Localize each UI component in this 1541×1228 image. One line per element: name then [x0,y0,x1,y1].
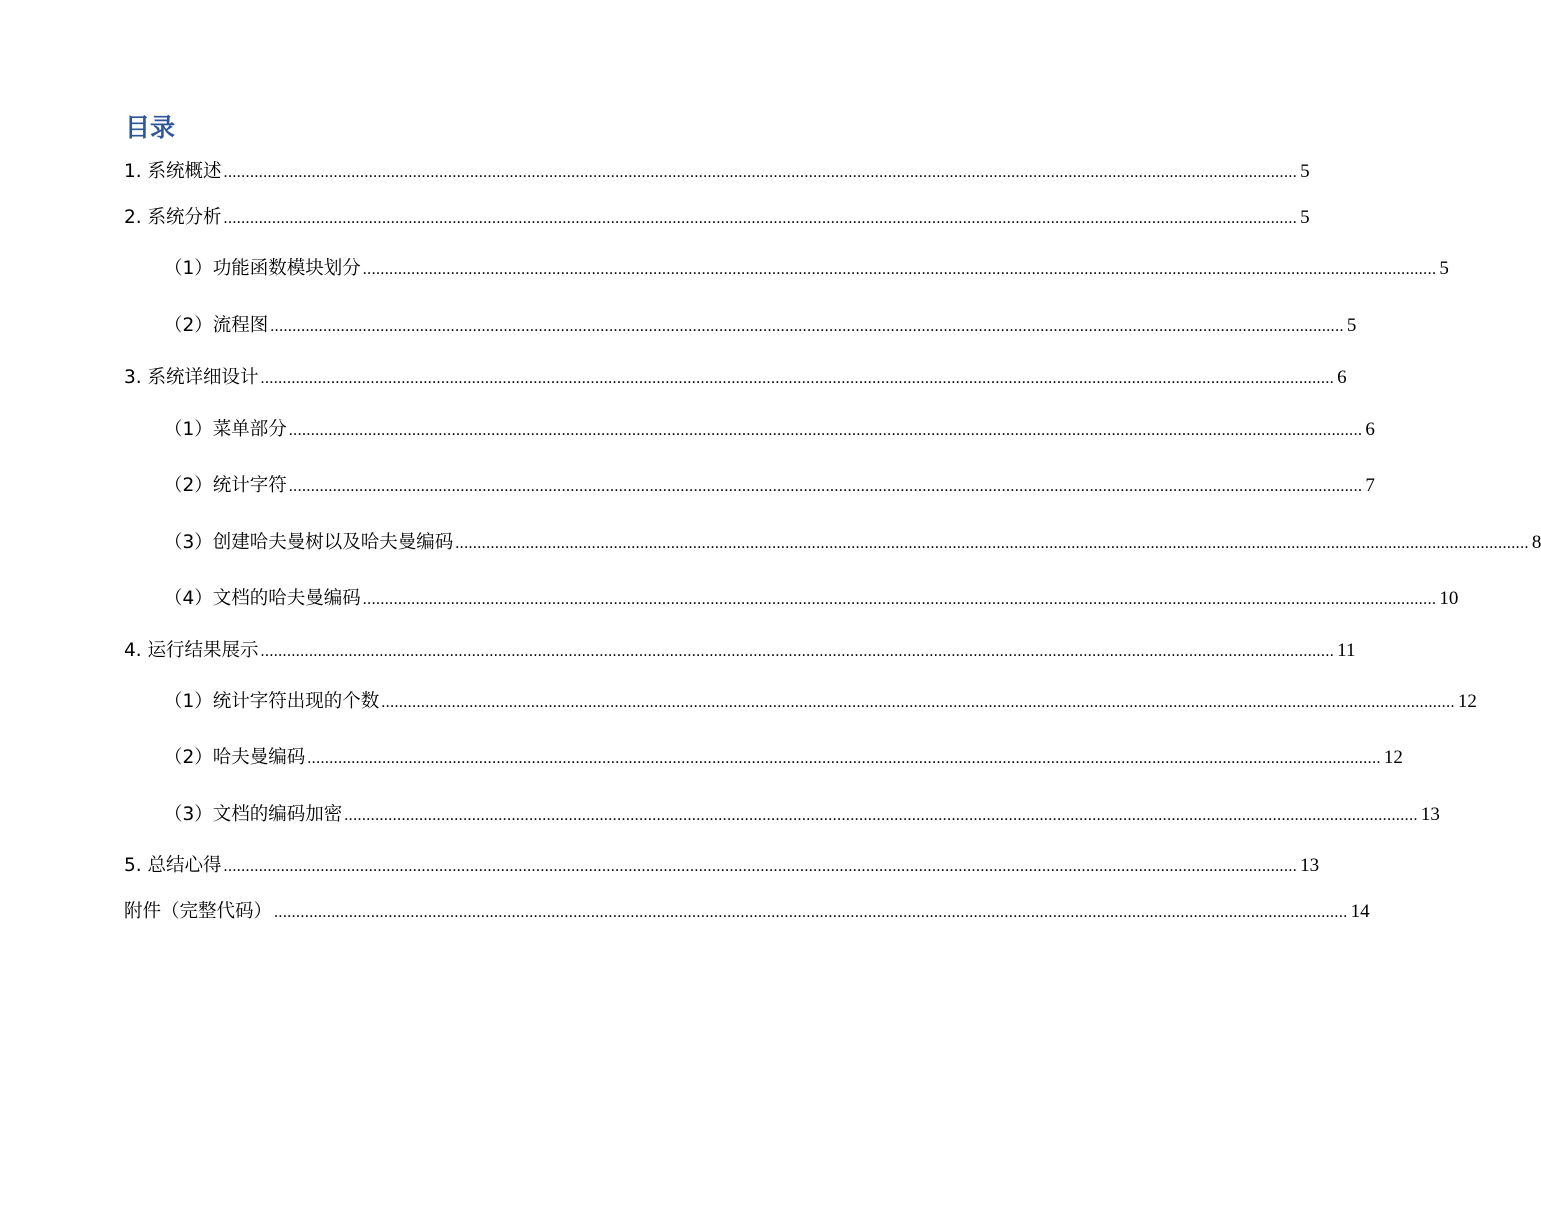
toc-entry-huffman-encoding[interactable] [164,746,1403,770]
toc-entry-document-encryption[interactable] [164,803,1440,827]
toc-dot-leader: .................................................................................................................................................................................................................................................... [260,643,1335,660]
toc-entry-label: 4. 运行结果展示 [124,640,259,661]
toc-page-number: 13 [1300,855,1320,876]
toc-entry-label: 1. 系统概述 [124,161,222,182]
toc-dot-leader: .................................................................................................................................................................................................................................................... [274,904,1348,921]
toc-entry-label: 2. 系统分析 [124,207,222,228]
toc-entry-label: 附件（完整代码） [124,901,273,922]
toc-page-number: 12 [1457,691,1477,712]
toc-entry-label: 3. 系统详细设计 [124,367,259,388]
toc-entry-appendix[interactable] [124,900,1370,924]
toc-entry-label: （1）菜单部分 [164,419,287,440]
toc-dot-leader: .................................................................................................................................................................................................................................................... [344,807,1418,824]
toc-entry-label: （2）统计字符 [164,475,287,496]
toc-page-number: 10 [1439,588,1459,609]
toc-title: 目录 [125,113,176,142]
toc-page-number: 7 [1365,475,1375,496]
toc-dot-leader: .................................................................................................................................................................................................................................................... [288,422,1363,439]
toc-dot-leader: .................................................................................................................................................................................................................................................... [381,694,1455,711]
toc-page-number: 12 [1383,747,1403,768]
toc-page-number: 5 [1300,207,1310,228]
toc-entry-system-analysis[interactable] [124,206,1310,230]
toc-page-number: 6 [1365,419,1375,440]
toc-entry-count-characters[interactable] [164,474,1375,498]
toc-entry-menu-section[interactable] [164,418,1375,442]
toc-page-number: 5 [1300,161,1310,182]
toc-dot-leader: .................................................................................................................................................................................................................................................... [270,318,1344,335]
toc-page-number: 8 [1531,532,1541,553]
toc-dot-leader: .................................................................................................................................................................................................................................................... [455,535,1529,552]
toc-page-number: 14 [1350,901,1370,922]
toc-entry-label: （1）统计字符出现的个数 [164,691,380,712]
toc-dot-leader: .................................................................................................................................................................................................................................................... [307,750,1381,767]
toc-entry-system-overview[interactable] [124,160,1310,184]
toc-entry-flowchart[interactable] [164,314,1357,338]
toc-entry-label: （1）功能函数模块划分 [164,258,361,279]
toc-entry-label: （2）流程图 [164,315,269,336]
toc-entry-detailed-design[interactable] [124,366,1347,390]
toc-dot-leader: .................................................................................................................................................................................................................................................... [362,591,1437,608]
toc-page-number: 6 [1337,367,1347,388]
toc-entry-summary[interactable] [124,854,1320,878]
toc-entry-results[interactable] [124,639,1356,663]
toc-page-number: 11 [1337,640,1356,661]
toc-entry-document-huffman-encoding[interactable] [164,587,1459,611]
toc-entry-label: （4）文档的哈夫曼编码 [164,588,361,609]
toc-page-number: 5 [1346,315,1357,336]
toc-entry-label: （2）哈夫曼编码 [164,747,306,768]
toc-dot-leader: .................................................................................................................................................................................................................................................... [223,164,1298,181]
toc-dot-leader: .................................................................................................................................................................................................................................................... [223,858,1298,875]
toc-dot-leader: .................................................................................................................................................................................................................................................... [260,370,1335,387]
toc-dot-leader: .................................................................................................................................................................................................................................................... [362,261,1437,278]
toc-dot-leader: .................................................................................................................................................................................................................................................... [223,210,1298,227]
toc-entry-label: （3）创建哈夫曼树以及哈夫曼编码 [164,532,454,553]
toc-page-number: 13 [1420,804,1440,825]
toc-page-number: 5 [1439,258,1449,279]
toc-entry-function-modules[interactable] [164,257,1449,281]
toc-entry-character-counts[interactable] [164,690,1477,714]
toc-entry-label: （3）文档的编码加密 [164,804,343,825]
toc-entry-label: 5. 总结心得 [124,855,222,876]
toc-entry-huffman-tree[interactable] [164,531,1541,555]
toc-dot-leader: .................................................................................................................................................................................................................................................... [288,478,1363,495]
